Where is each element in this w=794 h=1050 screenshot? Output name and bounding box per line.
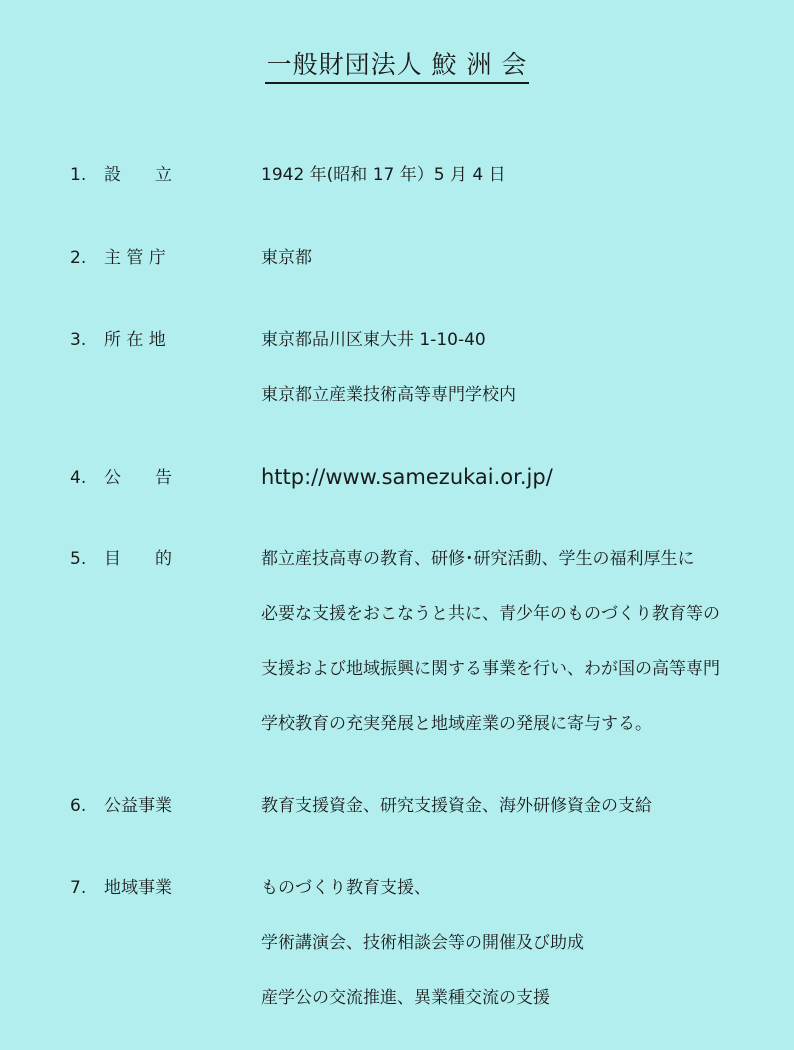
item-value-address-line-2: 東京都立産業技術高等専門学校内 — [261, 385, 516, 405]
item-label-public-service: 公益事業 — [104, 796, 172, 816]
page-title-text: 一般財団法人 鮫 洲 会 — [265, 50, 530, 84]
item-label-establishment: 設 立 — [104, 165, 172, 185]
item-label-authority: 主 管 庁 — [104, 248, 166, 268]
item-number-5: 5. — [70, 549, 87, 569]
item-number-7: 7. — [70, 878, 87, 898]
item-value-regional-line-3: 産学公の交流推進、異業種交流の支援 — [261, 988, 550, 1008]
item-number-6: 6. — [70, 796, 87, 816]
item-value-public-service: 教育支援資金、研究支援資金、海外研修資金の支給 — [261, 796, 652, 816]
item-label-notice: 公 告 — [104, 468, 172, 488]
item-value-purpose-line-1: 都立産技高専の教育、研修･研究活動、学生の福利厚生に — [261, 549, 695, 569]
item-number-1: 1. — [70, 165, 87, 185]
item-value-regional-line-2: 学術講演会、技術相談会等の開催及び助成 — [261, 933, 584, 953]
item-value-authority: 東京都 — [261, 248, 312, 268]
page-title — [0, 48, 794, 82]
item-value-website-url: http://www.samezukai.or.jp/ — [261, 465, 553, 489]
item-value-regional-line-1: ものづくり教育支援、 — [261, 878, 431, 898]
item-value-purpose-line-3: 支援および地域振興に関する事業を行い、わが国の高等専門 — [261, 659, 720, 679]
item-value-purpose-line-4: 学校教育の充実発展と地域産業の発展に寄与する。 — [261, 714, 652, 734]
item-label-regional-service: 地域事業 — [104, 878, 172, 898]
item-label-purpose: 目 的 — [104, 549, 172, 569]
item-value-address-line-1: 東京都品川区東大井 1-10-40 — [261, 330, 486, 350]
item-value-establishment-date: 1942 年(昭和 17 年）5 月 4 日 — [261, 165, 506, 185]
item-value-purpose-line-2: 必要な支援をおこなうと共に、青少年のものづくり教育等の — [261, 604, 720, 624]
item-number-3: 3. — [70, 330, 87, 350]
item-label-address: 所 在 地 — [104, 330, 166, 350]
item-number-4: 4. — [70, 468, 87, 488]
item-number-2: 2. — [70, 248, 87, 268]
